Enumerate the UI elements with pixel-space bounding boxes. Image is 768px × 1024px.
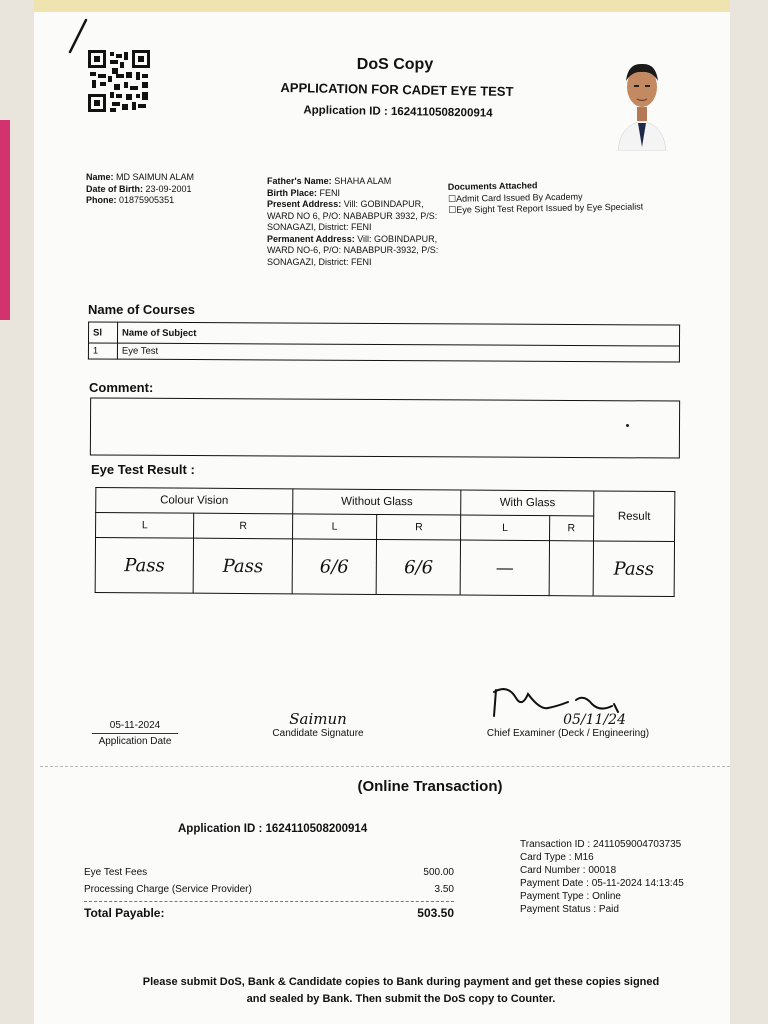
sub-l: L: [461, 515, 549, 541]
checkbox-icon: ☐: [447, 193, 457, 204]
transaction-detail: Payment Date : 05-11-2024 14:13:45: [520, 878, 684, 889]
documents-attached: [448, 178, 664, 216]
table-row: [95, 537, 674, 596]
comment-title: Comment:: [89, 380, 154, 395]
transaction-detail: Payment Type : Online: [520, 891, 621, 902]
form-title: APPLICATION FOR CADET EYE TEST: [280, 79, 514, 100]
courses-title: Name of Courses: [88, 302, 195, 317]
section-divider: [40, 766, 730, 767]
group-result: Result: [594, 491, 675, 542]
applicant-photo: [610, 55, 674, 151]
eye-test-title: Eye Test Result :: [91, 462, 195, 477]
document-item: Admit Card Issued By Academy: [455, 191, 583, 204]
present-address-label: Present Address:: [267, 199, 342, 209]
chief-examiner-label: Chief Examiner (Deck / Engineering): [486, 728, 650, 739]
fee-label: Eye Test Fees: [84, 867, 148, 878]
wg-right-value: [549, 541, 594, 596]
cv-left-value: Pass: [95, 537, 194, 593]
applicant-info: [86, 172, 256, 207]
examiner-date: 05/11/24: [563, 712, 626, 728]
application-date-value: 05-11-2024: [92, 720, 178, 734]
birth-place-label: Birth Place:: [267, 187, 318, 198]
sub-l: L: [96, 512, 195, 538]
fee-amount: 3.50: [434, 884, 454, 895]
checkbox-icon: ☐: [448, 204, 457, 215]
phone-label: Phone:: [86, 195, 117, 205]
transaction-application-id: Application ID : 1624110508200914: [178, 823, 368, 835]
group-colour-vision: Colour Vision: [96, 487, 293, 513]
footer-instructions: [86, 974, 716, 1008]
name-value: MD SAIMUN ALAM: [116, 172, 195, 182]
cell-subject: Eye Test: [117, 343, 679, 362]
ink-dot: [626, 424, 629, 427]
comment-box: [90, 397, 680, 458]
wog-right-value: 6/6: [376, 539, 461, 595]
candidate-signature: [268, 710, 368, 739]
transaction-details: [520, 838, 720, 916]
eye-test-table: [95, 487, 676, 597]
present-address-value: Vill: GOBINDAPUR, WARD NO 6, P/O: NABABPUR 3932, P/S: SONAGAZI, District: FENI: [267, 199, 438, 232]
col-header-sl: Sl: [88, 322, 117, 343]
birth-place-value: FENI: [319, 187, 341, 198]
total-amount: 503.50: [417, 905, 454, 920]
application-id: Application ID : 1624110508200914: [303, 104, 493, 120]
father-value: SHAHA ALAM: [334, 176, 392, 186]
permanent-address-label: Permanent Address:: [267, 233, 355, 244]
transaction-detail: Card Type : M16: [520, 852, 594, 863]
wg-left-value: —: [461, 540, 549, 596]
candidate-signature-mark: Saimun: [289, 710, 347, 728]
fee-row: [84, 864, 454, 881]
group-with-glass: With Glass: [461, 490, 594, 516]
total-row: [84, 901, 454, 921]
sub-r: R: [194, 513, 293, 539]
application-date-label: Application Date: [98, 736, 172, 747]
sub-l: L: [292, 514, 376, 540]
sub-r: R: [377, 514, 462, 540]
footer-line: and sealed by Bank. Then submit the DoS copy to Counter.: [246, 993, 556, 1005]
paper-edge: [34, 0, 730, 12]
document-item: Eye Sight Test Report Issued by Eye Specialist: [456, 201, 644, 215]
transaction-detail: Payment Status : Paid: [520, 904, 619, 915]
dob-label: Date of Birth:: [86, 183, 143, 194]
dob-value: 23-09-2001: [145, 183, 192, 194]
qr-code: [88, 50, 150, 112]
fee-row: [84, 881, 454, 898]
cv-right-value: Pass: [194, 538, 293, 594]
wog-left-value: 6/6: [292, 539, 377, 595]
chief-examiner: [480, 712, 656, 739]
transaction-detail: Card Number : 00018: [520, 865, 617, 876]
father-label: Father's Name:: [267, 176, 332, 186]
background-object: [0, 120, 10, 320]
name-label: Name:: [86, 172, 114, 182]
group-without-glass: Without Glass: [293, 489, 462, 515]
fee-label: Processing Charge (Service Provider): [84, 884, 252, 895]
total-label: Total Payable:: [84, 905, 165, 920]
col-header-subject: Name of Subject: [117, 322, 679, 346]
sub-r: R: [549, 516, 594, 541]
result-value: Pass: [593, 541, 674, 597]
table-row: [88, 343, 679, 362]
documents-title: Documents Attached: [447, 180, 538, 192]
family-info: [267, 176, 442, 268]
transaction-detail: Transaction ID : 2411059004703735: [520, 839, 682, 850]
doc-title: DoS Copy: [356, 56, 434, 73]
pen-mark: [66, 18, 90, 54]
cell-sl: 1: [88, 343, 117, 359]
application-date: [92, 720, 178, 747]
candidate-signature-label: Candidate Signature: [272, 728, 364, 739]
phone-value: 01875905351: [119, 195, 175, 205]
footer-line: Please submit DoS, Bank & Candidate copies to Bank during payment and get these copies signed: [142, 976, 660, 988]
fee-amount: 500.00: [423, 867, 454, 878]
online-transaction-title: (Online Transaction): [357, 778, 503, 795]
fee-breakdown: [84, 864, 454, 921]
courses-table: [88, 321, 680, 362]
permanent-address-value: Vill: GOBINDAPUR, WARD NO-6, P/O: NABABPUR-3932, P/S: SONAGAZI, District: FENI: [267, 233, 439, 267]
